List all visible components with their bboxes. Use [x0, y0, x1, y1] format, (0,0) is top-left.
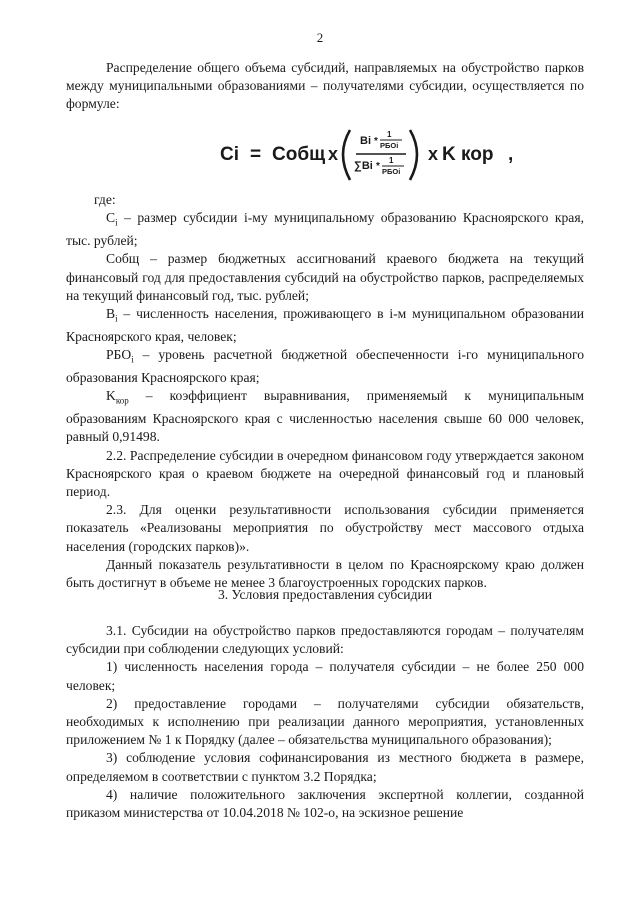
where-label: где:: [94, 192, 116, 207]
formula-kcor: K кор: [442, 144, 494, 165]
conditions-block: [66, 622, 584, 822]
paragraph-2-2: 2.2. Распределение субсидии в очередном финансовом году утверждается законом Красноярского края о краевом бюджете на очередной финансовый год и плановый период.: [66, 447, 584, 499]
paragraph-indicator: Данный показатель результативности в целом по Красноярскому краю должен быть достигнут в объеме не менее 3 благоустроенных городских парков.: [66, 556, 584, 590]
paragraph-2-3: 2.3. Для оценки результативности использования субсидии применяется показатель «Реализованы мероприятия по обустройству мест массового отдыха населения (городских парков)».: [66, 502, 584, 554]
right-paren: [410, 130, 417, 180]
condition-4: 4) наличие положительного заключения экспертной коллегии, созданной приказом министерства от 10.04.2018 № 102-о, на эскизное решение: [66, 786, 584, 821]
bi-subscript: i: [115, 313, 118, 324]
definition-ci: [66, 209, 584, 250]
definition-kcor: [66, 387, 584, 446]
ci-text: – размер субсидии i-му муниципальному образованию Красноярского края, тыс. рублей;: [66, 210, 584, 249]
condition-3: 3) соблюдение условия софинансирования из местного бюджета в размере, определяемом в соответствии с пунктом 3.2 Порядка;: [66, 750, 584, 784]
formula-numerator-one: 1: [387, 130, 392, 139]
section-3-heading: 3. Условия предоставления субсидии: [217, 587, 433, 602]
distribution-formula: [220, 124, 520, 184]
formula-denominator-mult: *: [376, 161, 380, 172]
formula-numerator-var: Bi: [360, 135, 371, 147]
intro-paragraph: Распределение общего объема субсидий, направляемых на обустройство парков между муниципальными образованиями – получателями субсидии, осуществляется по формуле:: [66, 60, 584, 112]
ci-subscript: i: [115, 217, 118, 228]
formula-denominator-sum: ∑Bi: [354, 160, 373, 172]
formula-total: Cобщ: [272, 144, 326, 165]
rbo-letter: PБO: [106, 347, 132, 363]
condition-1: 1) численность населения города – получателя субсидии – не более 250 000 человек;: [66, 659, 584, 693]
paragraph-3-1: 3.1. Субсидии на обустройство парков предоставляются городам – получателям субсидии при соблюдении следующих условий:: [66, 623, 584, 657]
formula-denominator-rbo: PБOi: [382, 167, 401, 176]
definitions-block: [66, 191, 584, 592]
formula-numerator-rbo: PБOi: [380, 141, 399, 150]
formula-times-1: x: [328, 144, 339, 164]
formula-lhs: Ci: [220, 144, 239, 165]
k-subscript: кор: [115, 395, 129, 406]
page-number: 2: [316, 30, 324, 45]
formula-denominator-one: 1: [389, 156, 394, 165]
intro-block: [66, 59, 584, 114]
formula-numerator-mult: *: [374, 136, 378, 147]
formula-times-2: x: [428, 144, 439, 164]
k-letter: K: [106, 388, 116, 404]
ci-letter: C: [106, 210, 116, 226]
definition-sobsh: Cобщ – размер бюджетных ассигнований краевого бюджета на текущий финансовый год для предоставления субсидий на обустройство парков, распределяемых на текущий финансовый год, тыс. рублей;: [66, 251, 584, 303]
rbo-subscript: i: [131, 354, 134, 365]
rbo-text: – уровень расчетной бюджетной обеспеченности i-го муниципального образования Красноярского края;: [66, 347, 584, 385]
definition-rbo: [66, 346, 584, 387]
definition-bi: [66, 305, 584, 346]
formula-equals: =: [250, 144, 262, 165]
left-paren: [343, 130, 350, 180]
formula-comma: ,: [508, 144, 514, 165]
k-text: – коэффициент выравнивания, применяемый к муниципальным образованиям Красноярского края с численностью населения свыше 60 000 человек, равный 0,91498.: [66, 388, 584, 445]
condition-2: 2) предоставление городами – получателями субсидии обязательств, необходимых к исполнению при реализации данного мероприятия, установленных приложением № 1 к Порядку (далее – обязательства муниципального образования);: [66, 695, 584, 748]
bi-text: – численность населения, проживающего в i-м муниципальном образовании Красноярского края, человек;: [66, 305, 584, 344]
bi-letter: B: [106, 305, 116, 321]
